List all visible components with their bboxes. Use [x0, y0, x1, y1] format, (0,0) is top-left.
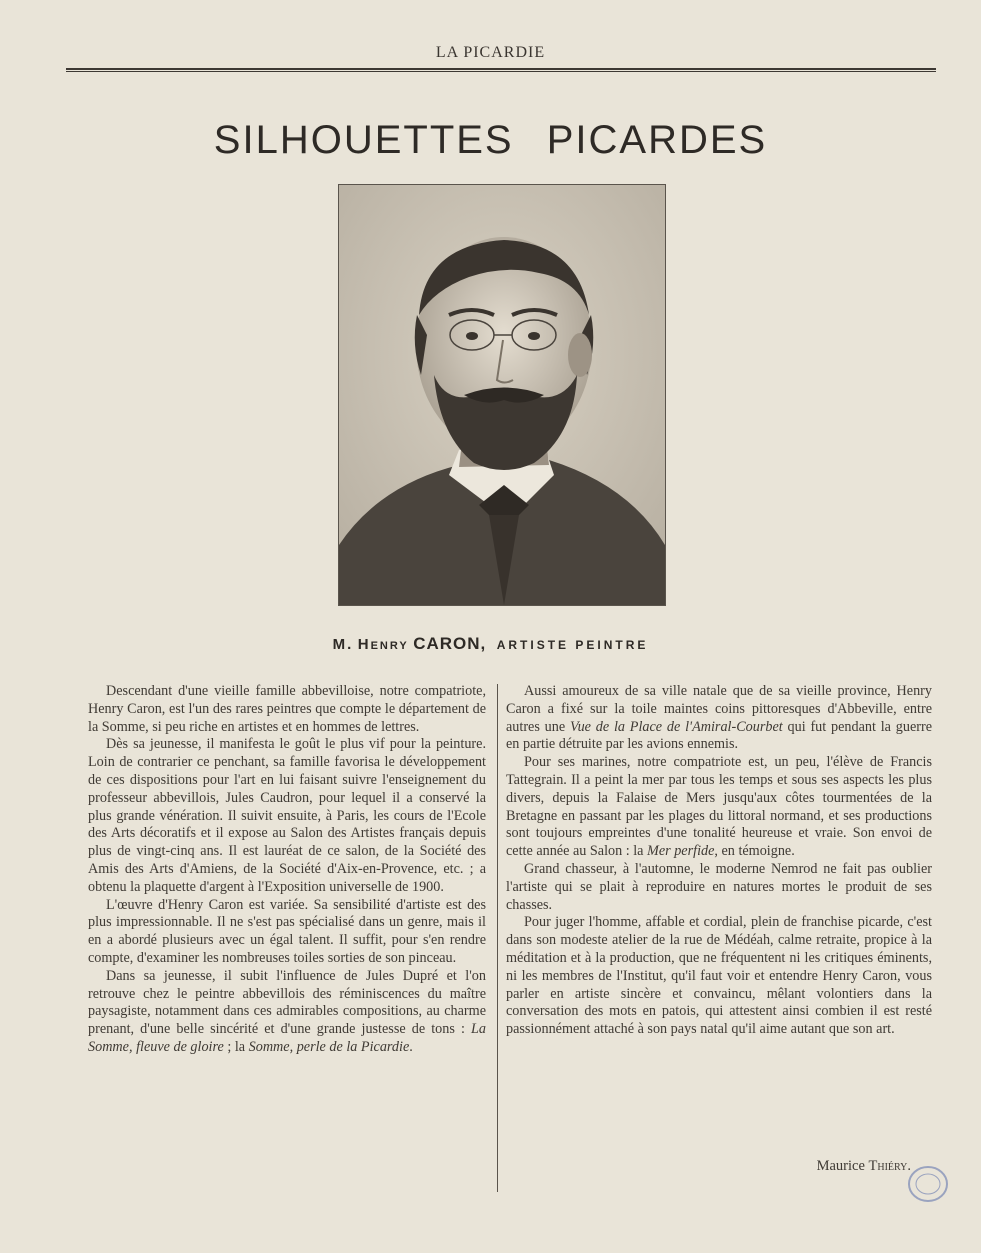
author-last-name: Thiéry.: [868, 1158, 911, 1174]
author-signature: [817, 1158, 911, 1175]
text-run: , en témoigne.: [714, 843, 795, 860]
portrait-photo: [338, 184, 666, 606]
text-run: ; la: [223, 1038, 249, 1055]
text-run: Aussi amoureux de sa ville natale que de sa vieille province, Henry Caron a fixé sur la toile maintes coins pittoresques d'Abbeville, entre autres une: [506, 683, 932, 735]
caption-role: ARTISTE PEINTRE: [496, 638, 649, 652]
artwork-title: La Somme, fleuve de gloire: [88, 1021, 486, 1055]
text-run: Dans sa jeunesse, il subit l'influence de Jules Dupré et l'on retrouve chez le peintre abbevillois des réminiscences du maître paysagiste, notamment dans ces admirables compositions, au charme prenant, d'une belle sincérité et d'une grande justesse de tons :: [88, 967, 486, 1038]
article-column-right: [506, 683, 932, 1039]
artwork-title: Mer perfide: [647, 843, 715, 860]
caption-prefix: M.: [332, 636, 354, 653]
portrait-illustration: [339, 185, 665, 605]
author-first-name: Maurice: [816, 1158, 865, 1174]
text-run: Pour ses marines, notre compatriote est, un peu, l'élève de Francis Tattegrain. Il a peint la mer par tous les temps et sous ses aspects les plus divers, depuis la Falaise de Mers jusqu'aux côtes tourmentées de la Bretagne en passant par les plages du littoral normand, et ses productions sont toujours empreintes d'une tonalité heureuse et vraie. Son envoi de cette année au Salon : la: [506, 754, 932, 860]
artwork-title: Vue de la Place de l'Amiral-Courbet: [569, 718, 783, 735]
portrait-caption: [0, 634, 981, 654]
column-divider: [497, 684, 498, 1192]
paragraph: Descendant d'une vieille famille abbevilloise, notre compatriote, Henry Caron, est l'un des rares peintres que compte le département de la Somme, si peu riche en artistes et en hommes de lettres.: [88, 683, 486, 735]
paragraph: L'œuvre d'Henry Caron est variée. Sa sensibilité d'artiste est des plus impressionnable. Il ne s'est pas spécialisé dans un genre, mais il en a abordé plusieurs avec un égal talent. Il suffit, pour s'en rendre compte, d'examiner les nombreuses toiles sorties de son pinceau.: [88, 896, 486, 966]
paragraph: Dès sa jeunesse, il manifesta le goût le plus vif pour la peinture. Loin de contrarier ce penchant, sa famille favorisa le développement de ces dispositions pour l'art en lui faisant suivre l'enseignement du professeur abbevillois, Jules Caudron, pour lequel il a conservé la plus grande vénération. Il suivit ensuite, à Paris, les cours de l'Ecole des Arts décoratifs et il expose au Salon des Artistes français depuis plus de vingt-cinq ans. Il est lauréat de ce salon, de la Société des Amis des Arts d'Amiens, de la Société d'Aix-en-Provence, etc. ; a obtenu la plaquette d'argent à l'Exposition universelle de 1900.: [88, 736, 486, 895]
paragraph: Grand chasseur, à l'automne, le moderne Nemrod ne fait pas oublier l'artiste qui se plait à reproduire en natures mortes le produit de ses chasses.: [506, 860, 932, 913]
paragraph: [506, 683, 932, 754]
article-column-left: [88, 683, 486, 1057]
header-rule: [66, 68, 936, 72]
artwork-title: Somme, perle de la Picardie: [248, 1038, 410, 1055]
running-header: LA PICARDIE: [435, 44, 546, 61]
paragraph: [506, 754, 932, 861]
caption-last-name: CARON,: [413, 634, 487, 653]
article-title: SILHOUETTES PICARDES: [213, 118, 768, 162]
library-stamp-icon: [906, 1164, 950, 1204]
paragraph: [88, 968, 486, 1057]
text-run: .: [409, 1038, 413, 1055]
paragraph: Pour juger l'homme, affable et cordial, plein de franchise picarde, c'est dans son modeste atelier de la rue de Médéah, calme retraite, propice à la méditation et à la production, que ne fréquentent ni les critiques éminents, ni les membres de l'Institut, qu'il faut voir et entendre Henry Caron, vous parler en artiste sincère et convaincu, mêlant volontiers dans la conversation des mots en patois, qui attestent ainsi combien il est resté passionnément attaché à son pays natal qu'il aime autant que son art.: [506, 914, 932, 1038]
caption-first-name: Henry: [357, 636, 409, 653]
text-run: qui fut pendant la guerre en partie détruite par les avions ennemis.: [506, 718, 932, 753]
